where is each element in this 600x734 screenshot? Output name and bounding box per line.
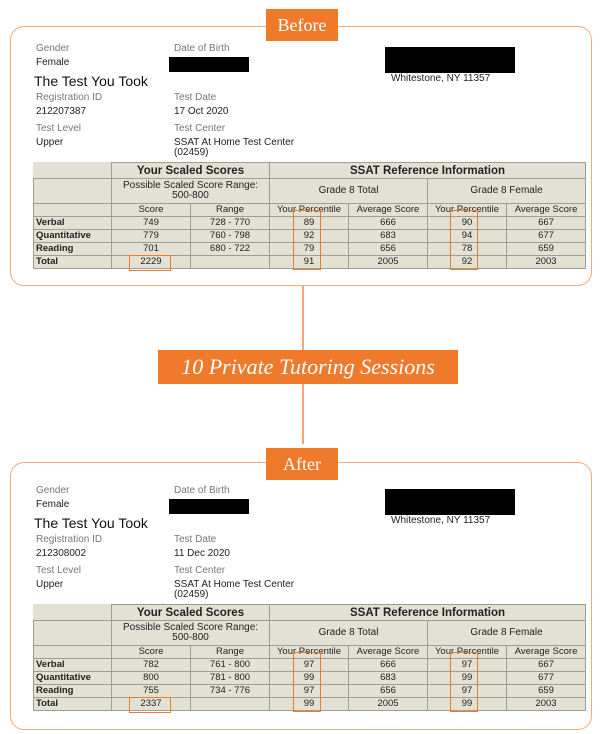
row-label: Total <box>34 256 112 269</box>
test-center-line1: SSAT At Home Test Center <box>174 579 295 590</box>
test-center-line1: SSAT At Home Test Center <box>174 137 295 148</box>
dob-label: Date of Birth <box>174 485 230 496</box>
highlight-percentile-total <box>293 210 321 270</box>
test-date-label: Test Date <box>174 534 217 545</box>
row-label: Total <box>34 698 112 711</box>
corner-cell <box>34 646 112 659</box>
score-cell: 701 <box>112 243 191 256</box>
highlight-total-score <box>129 255 171 271</box>
score-range-note-line2: 500-800 <box>172 190 209 201</box>
redacted-dob <box>169 499 249 514</box>
gender-value: Female <box>36 499 70 510</box>
percentile-total-cell: 97 <box>270 659 349 672</box>
col-average-female: Average Score <box>507 646 586 659</box>
average-female-cell: 659 <box>507 243 586 256</box>
test-level: Upper <box>36 579 64 590</box>
score-cell: 782 <box>112 659 191 672</box>
percentile-total-cell: 97 <box>270 685 349 698</box>
percentile-total-cell: 99 <box>270 698 349 711</box>
col-average-total: Average Score <box>349 204 428 217</box>
connector-line-bottom <box>302 384 304 444</box>
registration-label: Registration ID <box>36 92 103 103</box>
test-title: The Test You Took <box>34 515 148 531</box>
score-cell: 800 <box>112 672 191 685</box>
range-cell: 728 - 770 <box>191 217 270 230</box>
average-total-cell: 656 <box>349 243 428 256</box>
scaled-scores-header: Your Scaled Scores <box>112 605 270 621</box>
address: Whitestone, NY 11357 <box>391 73 491 84</box>
col-percentile-total: Your Percentile <box>270 204 349 217</box>
test-date-label: Test Date <box>174 92 217 103</box>
redacted-name <box>385 489 515 515</box>
test-level-label: Test Level <box>36 565 82 576</box>
test-center-line2: (02459) <box>174 589 209 600</box>
percentile-female-cell: 78 <box>428 243 507 256</box>
connector-line-top <box>302 284 304 350</box>
percentile-female-cell: 99 <box>428 698 507 711</box>
gender-label: Gender <box>36 485 70 496</box>
range-cell: 760 - 798 <box>191 230 270 243</box>
average-female-cell: 667 <box>507 659 586 672</box>
average-total-cell: 683 <box>349 672 428 685</box>
col-average-total: Average Score <box>349 646 428 659</box>
range-cell: 734 - 776 <box>191 685 270 698</box>
highlight-percentile-female <box>450 210 478 270</box>
score-range-note-line1: Possible Scaled Score Range: <box>122 180 259 191</box>
reference-header: SSAT Reference Information <box>270 163 586 179</box>
score-range-note <box>112 179 270 204</box>
average-female-cell: 2003 <box>507 698 586 711</box>
corner-cell <box>34 163 112 179</box>
corner-cell <box>34 179 112 204</box>
test-level: Upper <box>36 137 64 148</box>
col-score: Score <box>112 646 191 659</box>
average-female-cell: 677 <box>507 230 586 243</box>
percentile-total-cell: 91 <box>270 256 349 269</box>
test-center-line2: (02459) <box>174 147 209 158</box>
average-female-cell: 2003 <box>507 256 586 269</box>
range-cell: 761 - 800 <box>191 659 270 672</box>
score-range-note <box>112 621 270 646</box>
percentile-total-cell: 79 <box>270 243 349 256</box>
average-total-cell: 656 <box>349 685 428 698</box>
score-cell: 779 <box>112 230 191 243</box>
score-range-note-line2: 500-800 <box>172 632 209 643</box>
row-label: Reading <box>34 685 112 698</box>
percentile-female-cell: 99 <box>428 672 507 685</box>
col-score: Score <box>112 204 191 217</box>
grade-total-header: Grade 8 Total <box>270 621 428 646</box>
col-range: Range <box>191 646 270 659</box>
row-label: Quantitative <box>34 672 112 685</box>
address: Whitestone, NY 11357 <box>391 515 491 526</box>
col-range: Range <box>191 204 270 217</box>
dob-label: Date of Birth <box>174 43 230 54</box>
reference-header: SSAT Reference Information <box>270 605 586 621</box>
tutoring-sessions-banner: 10 Private Tutoring Sessions <box>158 350 458 384</box>
col-percentile-female: Your Percentile <box>428 646 507 659</box>
corner-cell <box>34 605 112 621</box>
before-label: Before <box>266 9 338 41</box>
col-average-female: Average Score <box>507 204 586 217</box>
percentile-female-cell: 97 <box>428 659 507 672</box>
average-total-cell: 683 <box>349 230 428 243</box>
average-female-cell: 667 <box>507 217 586 230</box>
percentile-female-cell: 94 <box>428 230 507 243</box>
col-percentile-total: Your Percentile <box>270 646 349 659</box>
test-date: 17 Oct 2020 <box>174 106 229 117</box>
redacted-name <box>385 47 515 73</box>
score-cell: 2337 <box>112 698 191 711</box>
grade-female-header: Grade 8 Female <box>428 179 586 204</box>
row-label: Verbal <box>34 217 112 230</box>
before-report-card <box>10 26 592 286</box>
test-title: The Test You Took <box>34 73 148 89</box>
average-total-cell: 2005 <box>349 256 428 269</box>
highlight-total-score <box>129 697 171 713</box>
row-label: Verbal <box>34 659 112 672</box>
grade-female-header: Grade 8 Female <box>428 621 586 646</box>
test-center-label: Test Center <box>174 565 226 576</box>
test-level-label: Test Level <box>36 123 82 134</box>
corner-cell <box>34 204 112 217</box>
after-label: After <box>266 448 338 480</box>
score-range-note-line1: Possible Scaled Score Range: <box>122 622 259 633</box>
average-female-cell: 659 <box>507 685 586 698</box>
range-cell <box>191 698 270 711</box>
after-report-card <box>10 462 592 730</box>
registration-label: Registration ID <box>36 534 103 545</box>
score-cell: 749 <box>112 217 191 230</box>
scaled-scores-header: Your Scaled Scores <box>112 163 270 179</box>
percentile-female-cell: 97 <box>428 685 507 698</box>
average-female-cell: 677 <box>507 672 586 685</box>
range-cell <box>191 256 270 269</box>
test-center-label: Test Center <box>174 123 226 134</box>
score-cell: 755 <box>112 685 191 698</box>
registration-id: 212207387 <box>36 106 87 117</box>
percentile-total-cell: 92 <box>270 230 349 243</box>
corner-cell <box>34 621 112 646</box>
percentile-total-cell: 89 <box>270 217 349 230</box>
registration-id: 212308002 <box>36 548 87 559</box>
row-label: Reading <box>34 243 112 256</box>
percentile-total-cell: 99 <box>270 672 349 685</box>
average-total-cell: 666 <box>349 659 428 672</box>
highlight-percentile-female <box>450 652 478 712</box>
percentile-female-cell: 92 <box>428 256 507 269</box>
grade-total-header: Grade 8 Total <box>270 179 428 204</box>
average-total-cell: 666 <box>349 217 428 230</box>
average-total-cell: 2005 <box>349 698 428 711</box>
test-date: 11 Dec 2020 <box>174 548 230 559</box>
range-cell: 781 - 800 <box>191 672 270 685</box>
row-label: Quantitative <box>34 230 112 243</box>
col-percentile-female: Your Percentile <box>428 204 507 217</box>
gender-label: Gender <box>36 43 70 54</box>
range-cell: 680 - 722 <box>191 243 270 256</box>
score-cell: 2229 <box>112 256 191 269</box>
percentile-female-cell: 90 <box>428 217 507 230</box>
gender-value: Female <box>36 57 70 68</box>
highlight-percentile-total <box>293 652 321 712</box>
redacted-dob <box>169 57 249 72</box>
